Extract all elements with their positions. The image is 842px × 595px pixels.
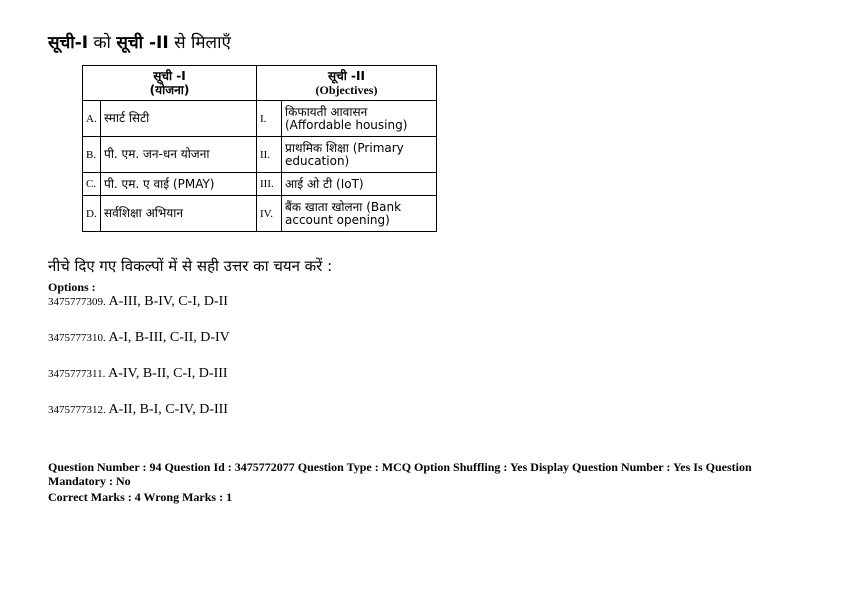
table-row bbox=[83, 137, 437, 173]
row-i-index: I. bbox=[257, 101, 282, 137]
row-ii-objective: प्राथमिक शिक्षा (Primary education) bbox=[282, 137, 437, 173]
question-meta-info: Question Number : 94 Question Id : 3475772077 Question Type : MCQ Option Shuffling : Yes Display Question Number : Yes Is Question Mandatory : No bbox=[48, 460, 752, 488]
list-one-header-subtitle: (योजना) bbox=[149, 83, 190, 97]
row-iv-index: IV. bbox=[257, 196, 282, 232]
row-iv-objective: बैंक खाता खोलना (Bank account opening) bbox=[282, 196, 437, 232]
option-3[interactable] bbox=[48, 366, 228, 382]
list-two-header-title: सूची -II bbox=[328, 69, 365, 83]
question-meta-marks: Correct Marks : 4 Wrong Marks : 1 bbox=[48, 490, 233, 504]
list-two-header bbox=[257, 66, 437, 101]
list-one-label: सूची-I bbox=[48, 33, 89, 53]
list-one-header-title: सूची -I bbox=[153, 69, 186, 83]
list-two-header-subtitle: (Objectives) bbox=[315, 83, 378, 97]
table-header-row bbox=[83, 66, 437, 101]
row-c-scheme: पी. एम. ए वाई (PMAY) bbox=[101, 173, 257, 196]
table-row bbox=[83, 101, 437, 137]
option-2-text: A-I, B-III, C-II, D-IV bbox=[108, 330, 230, 345]
row-c-index: C. bbox=[83, 173, 101, 196]
option-1-text: A-III, B-IV, C-I, D-II bbox=[108, 294, 228, 309]
option-2-id: 3475777310. bbox=[48, 332, 106, 344]
row-a-index: A. bbox=[83, 101, 101, 137]
match-table bbox=[82, 65, 437, 232]
option-1[interactable] bbox=[48, 294, 228, 310]
instruction-text: नीचे दिए गए विकल्पों में से सही उत्तर का चयन करें : bbox=[48, 257, 333, 275]
row-ii-index: II. bbox=[257, 137, 282, 173]
option-3-id: 3475777311. bbox=[48, 368, 106, 380]
question-title bbox=[48, 30, 231, 53]
option-4-text: A-II, B-I, C-IV, D-III bbox=[108, 402, 228, 417]
row-b-index: B. bbox=[83, 137, 101, 173]
option-4[interactable] bbox=[48, 402, 228, 418]
row-a-scheme: स्मार्ट सिटी bbox=[101, 101, 257, 137]
option-3-text: A-IV, B-II, C-I, D-III bbox=[108, 366, 228, 381]
table-row bbox=[83, 196, 437, 232]
title-suffix: से मिलाएँ bbox=[168, 33, 231, 53]
row-iii-objective: आई ओ टी (IoT) bbox=[282, 173, 437, 196]
table-row bbox=[83, 173, 437, 196]
row-d-scheme: सर्वशिक्षा अभियान bbox=[101, 196, 257, 232]
list-two-label: सूची -II bbox=[116, 33, 169, 53]
title-connector: को bbox=[88, 33, 117, 53]
list-one-header bbox=[83, 66, 257, 101]
option-1-id: 3475777309. bbox=[48, 296, 106, 308]
options-label: Options : bbox=[48, 280, 96, 294]
question-meta bbox=[48, 460, 768, 506]
row-d-index: D. bbox=[83, 196, 101, 232]
option-2[interactable] bbox=[48, 330, 230, 346]
row-b-scheme: पी. एम. जन-धन योजना bbox=[101, 137, 257, 173]
option-4-id: 3475777312. bbox=[48, 404, 106, 416]
row-iii-index: III. bbox=[257, 173, 282, 196]
row-i-objective: किफायती आवासन (Affordable housing) bbox=[282, 101, 437, 137]
